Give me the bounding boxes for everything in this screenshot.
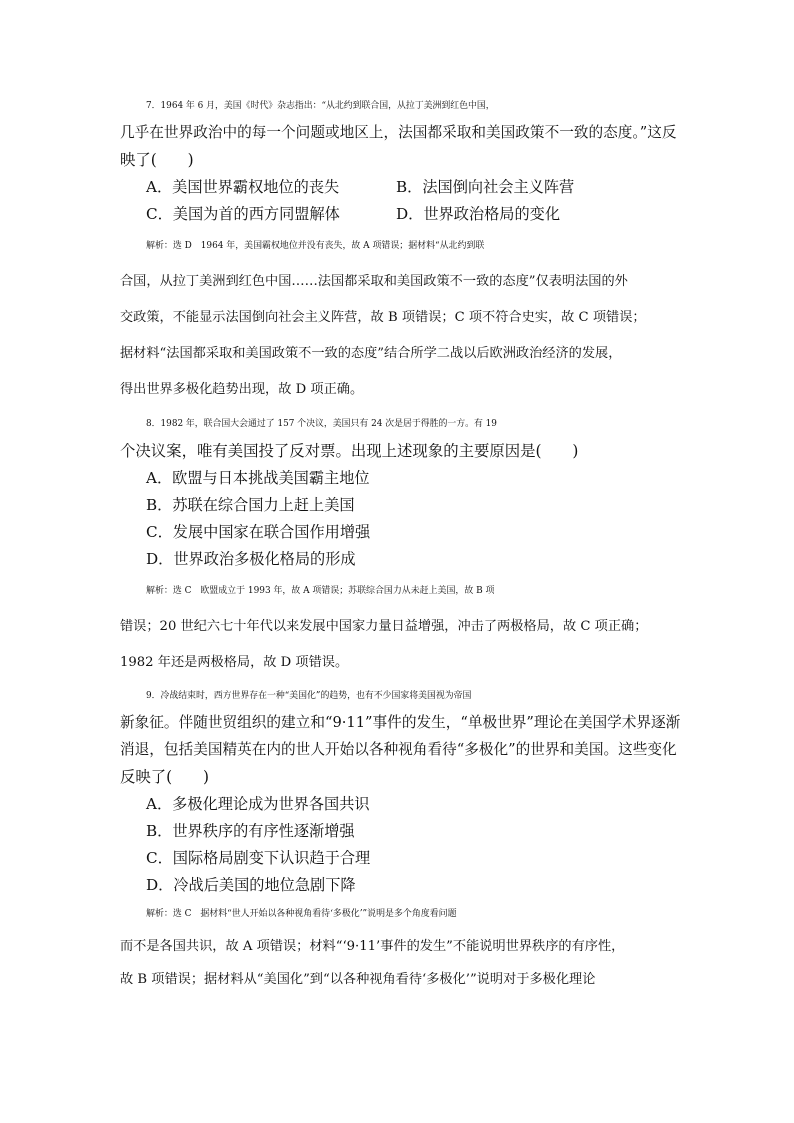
q8-analysis-line-2: 错误；20 世纪六七十年代以来发展中国家力量日益增强，冲击了两极格局，故 C 项正确；	[120, 619, 648, 634]
q7-analysis-line-3: 交政策，不能显示法国倒向社会主义阵营，故 B 项错误；C 项不符合史实，故 C 项错误；	[120, 310, 646, 325]
q7-option-c: C．美国为首的西方同盟解体	[146, 205, 340, 223]
q9-stem-line-4: 反映了( )	[120, 768, 209, 786]
q8-option-c: C．发展中国家在联合国作用增强	[146, 523, 371, 541]
q9-option-d: D．冷战后美国的地位急剧下降	[146, 876, 356, 894]
q7-analysis-line-4: 据材料“法国都采取和美国政策不一致的态度”结合所学二战以后欧洲政治经济的发展，	[120, 346, 622, 361]
q8-option-b: B．苏联在综合国力上赶上美国	[146, 496, 355, 514]
q8-option-a: A．欧盟与日本挑战美国霸主地位	[146, 469, 370, 487]
q7-stem-line-3: 映了( )	[120, 151, 194, 169]
q8-analysis-line-3: 1982 年还是两极格局，故 D 项错误。	[120, 655, 349, 670]
q8-stem-line-1: 8．1982 年，联合国大会通过了 157 个决议，美国只有 24 次是居于得胜的一方。有 19	[146, 419, 497, 429]
q7-analysis-line-2: 合国，从拉丁美洲到红色中国……法国都采取和美国政策不一致的态度”仅表明法国的外	[120, 274, 628, 289]
q9-stem-line-3: 消退，包括美国精英在内的世人开始以各种视角看待“多极化”的世界和美国。这些变化	[120, 741, 677, 758]
q9-option-a: A．多极化理论成为世界各国共识	[146, 795, 370, 813]
q9-stem-line-2: 新象征。伴随世贸组织的建立和“9·11”事件的发生，“单极世界”理论在美国学术界逐渐	[120, 714, 681, 731]
q7-option-b: B．法国倒向社会主义阵营	[396, 178, 575, 196]
q7-option-d: D．世界政治格局的变化	[396, 205, 561, 223]
q9-option-b: B．世界秩序的有序性逐渐增强	[146, 822, 355, 840]
q9-analysis-line-3: 故 B 项错误；据材料从“美国化”到“以各种视角看待‘多极化’”说明对于多极化理论	[120, 972, 596, 987]
q8-analysis-line-1: 解析：选 C 欧盟成立于 1993 年，故 A 项错误；苏联综合国力从未赶上美国，故 B 项	[146, 586, 495, 596]
q7-stem-line-2: 几乎在世界政治中的每一个问题或地区上，法国都采取和美国政策不一致的态度。”这反	[120, 124, 677, 141]
q7-stem-line-1: 7．1964 年 6 月，美国《时代》杂志指出：“从北约到联合国，从拉丁美洲到红色中国，	[146, 101, 495, 111]
q9-analysis-line-1: 解析：选 C 据材料“世人开始以各种视角看待‘多极化’”说明是多个角度看问题	[146, 909, 457, 919]
q7-analysis-line-5: 得出世界多极化趋势出现，故 D 项正确。	[120, 382, 364, 397]
q7-option-a: A．美国世界霸权地位的丧失	[146, 178, 340, 196]
q7-analysis-line-1: 解析：选 D 1964 年，美国霸权地位并没有丧失，故 A 项错误；据材料“从北约到联	[146, 241, 485, 251]
q9-option-c: C．国际格局剧变下认识趋于合理	[146, 849, 371, 867]
q9-analysis-line-2: 而不是各国共识，故 A 项错误；材料“‘9·11’事件的发生”不能说明世界秩序的有序性，	[120, 939, 625, 954]
q9-stem-line-1: 9．冷战结束时，西方世界存在一种“美国化”的趋势，也有不少国家将美国视为帝国	[146, 691, 472, 701]
q8-option-d: D．世界政治多极化格局的形成	[146, 550, 356, 568]
q8-stem-line-2: 个决议案，唯有美国投了反对票。出现上述现象的主要原因是( )	[120, 442, 579, 460]
